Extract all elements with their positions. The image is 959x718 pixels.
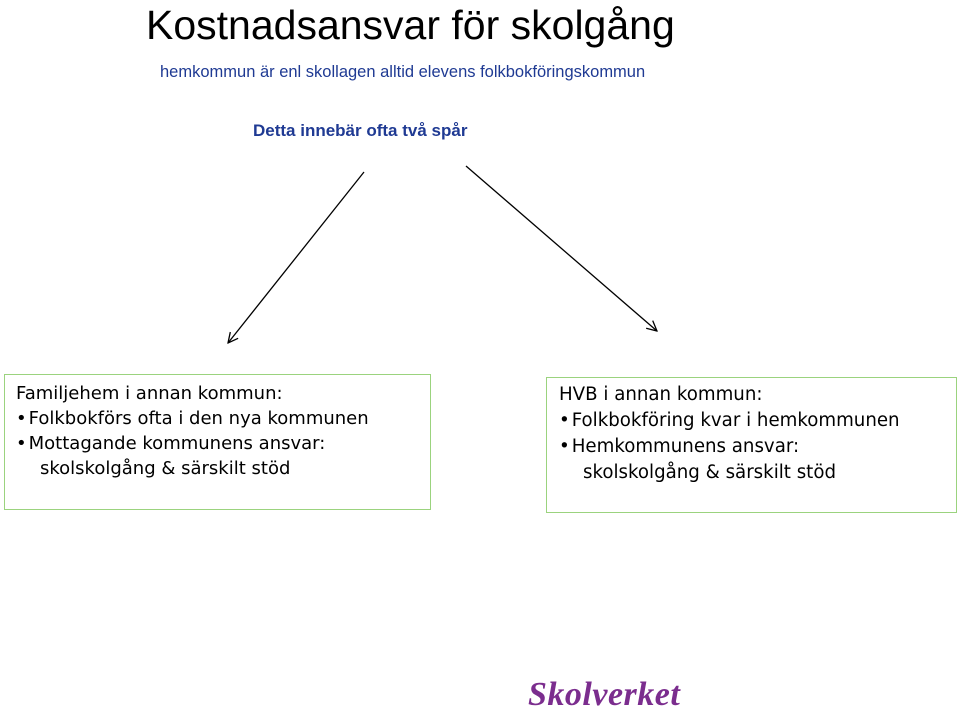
track-left-heading: Familjehem i annan kommun: [16,383,283,404]
skolverket-logo: Skolverket [528,676,681,713]
track-right-bullet-2: • Hemkommunens ansvar: [559,436,800,457]
page-subtitle: hemkommun är enl skollagen alltid elevens folkbokföringskommun [160,63,646,81]
arrow-right [466,166,657,331]
tagline: Detta innebär ofta två spår [253,121,468,140]
arrow-left [228,172,364,343]
track-left-bullet-1: • Folkbokförs ofta i den nya kommunen [16,408,369,429]
track-box-left [4,374,431,510]
track-right-heading: HVB i annan kommun: [559,384,763,405]
page-title: Kostnadsansvar för skolgång [146,2,675,48]
track-right-continuation: skolskolgång & särskilt stöd [583,462,836,483]
track-right-bullet-1: • Folkbokföring kvar i hemkommunen [559,410,900,431]
track-left-continuation: skolskolgång & särskilt stöd [40,458,291,479]
track-box-right [546,377,957,513]
track-left-bullet-2: • Mottagande kommunens ansvar: [16,433,326,454]
